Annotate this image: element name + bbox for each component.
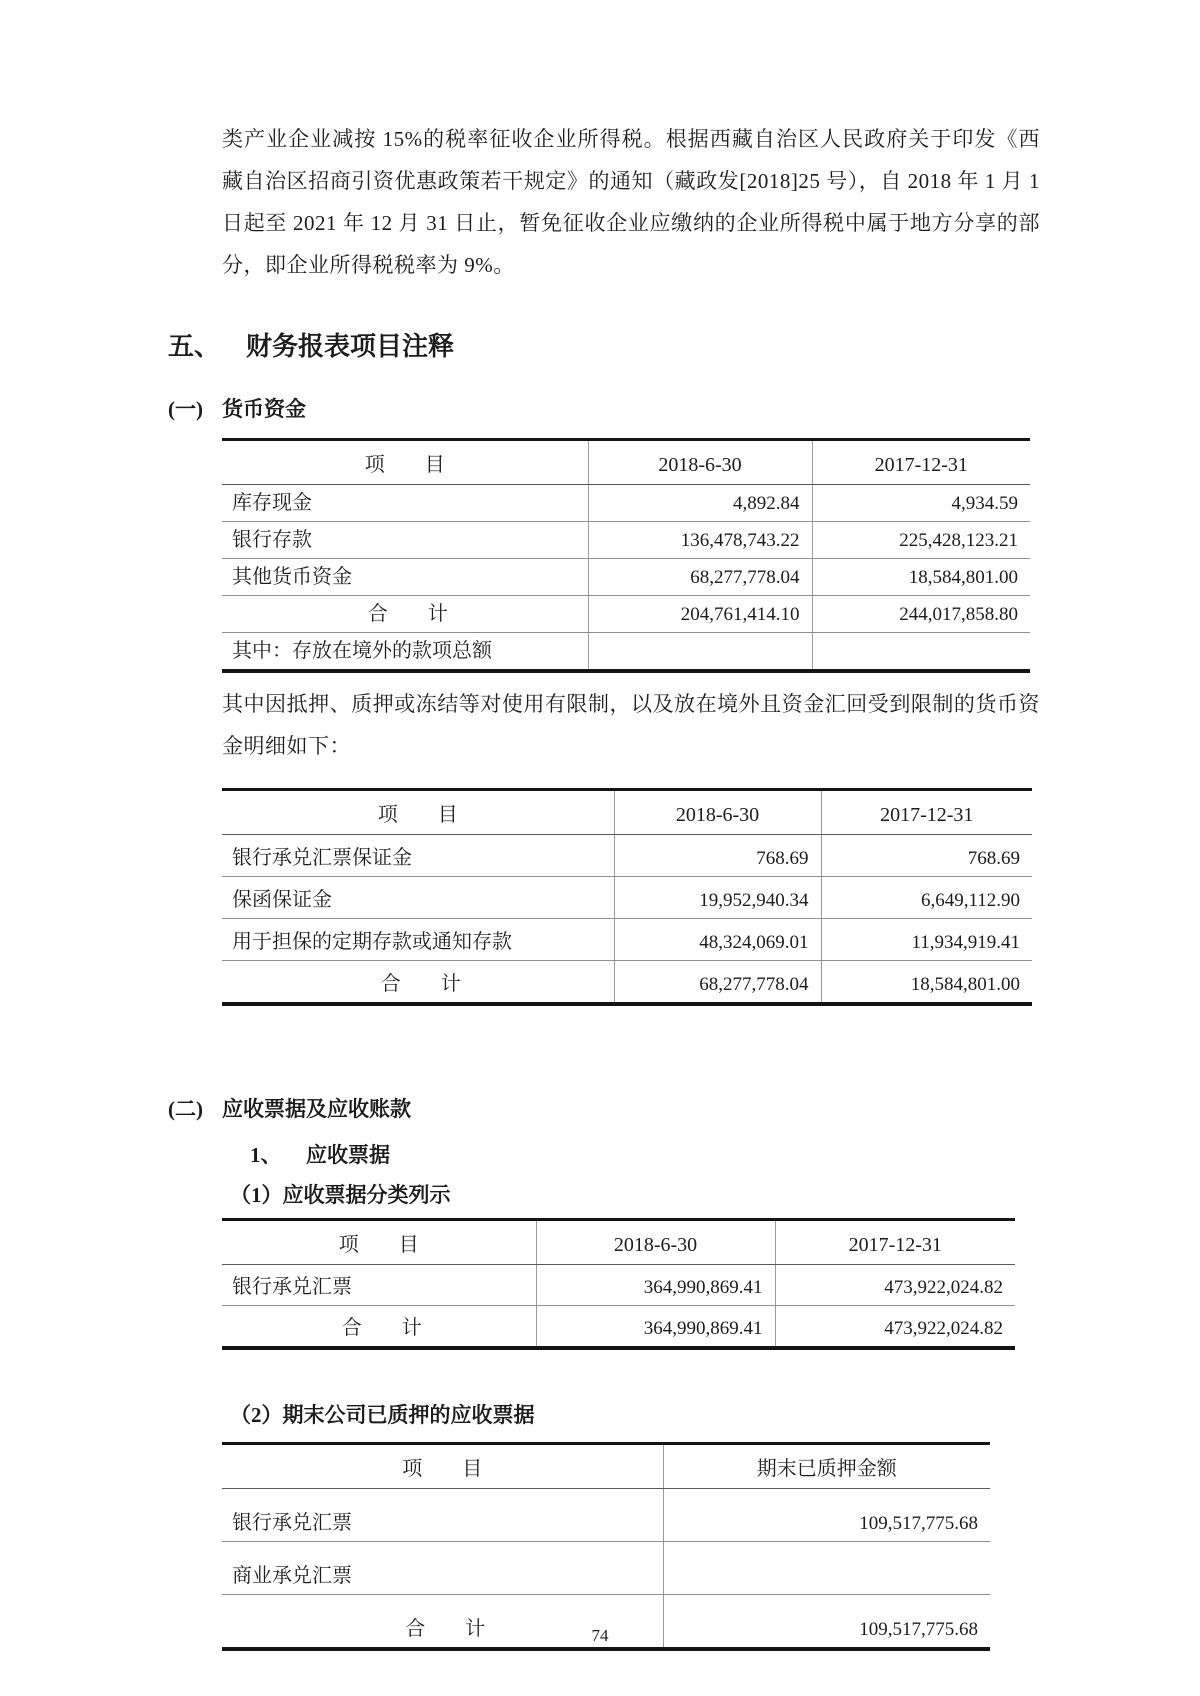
row-label: 银行承兑汇票保证金	[222, 835, 614, 877]
table-header-row	[222, 1220, 1015, 1265]
value-2017: 225,428,123.21	[812, 522, 1030, 559]
col-header-2018: 2018-6-30	[536, 1220, 775, 1265]
col-header-item: 项 目	[222, 440, 588, 485]
subsection-index: (二)	[168, 1097, 203, 1121]
cash-table-wrap	[0, 438, 1200, 673]
table-total-row	[222, 596, 1030, 633]
value-2018: 204,761,414.10	[588, 596, 812, 633]
page-number: 74	[591, 1626, 609, 1645]
table-row	[222, 522, 1030, 559]
value-2018: 136,478,743.22	[588, 522, 812, 559]
value-2018: 48,324,069.01	[614, 919, 821, 961]
cash-table	[222, 438, 1030, 673]
col-header-2018: 2018-6-30	[614, 790, 821, 835]
item-heading-1	[250, 1140, 1200, 1170]
row-label: 银行承兑汇票	[222, 1265, 536, 1306]
row-label: 银行存款	[222, 522, 588, 559]
row-label: 合 计	[222, 596, 588, 633]
table-row	[222, 1542, 990, 1595]
col-header-2018: 2018-6-30	[588, 440, 812, 485]
row-label: 其他货币资金	[222, 559, 588, 596]
row-label: 商业承兑汇票	[222, 1542, 663, 1595]
row-label: 合 计	[405, 1618, 486, 1640]
col-header-item: 项 目	[222, 1444, 663, 1489]
subitem-heading-2: （2）期末公司已质押的应收票据	[230, 1403, 535, 1427]
row-label: 库存现金	[222, 485, 588, 522]
row-label: 合 计	[380, 973, 461, 995]
table-row	[222, 919, 1032, 961]
pledged-amount: 109,517,775.68	[663, 1489, 990, 1542]
value-2017: 6,649,112.90	[821, 877, 1032, 919]
row-label: 保函保证金	[222, 877, 614, 919]
table-header-row	[222, 440, 1030, 485]
section-heading-5	[168, 330, 1200, 364]
notes-classification-table	[222, 1218, 1015, 1350]
pledged-amount	[663, 1542, 990, 1595]
row-label: 用于担保的定期存款或通知存款	[222, 919, 614, 961]
col-header-2017: 2017-12-31	[775, 1220, 1015, 1265]
subsection-heading-1	[168, 394, 1200, 426]
table-header-row	[222, 790, 1032, 835]
subsection-index: (一)	[168, 397, 203, 421]
value-2017: 11,934,919.41	[821, 919, 1032, 961]
col-header-2017: 2017-12-31	[812, 440, 1030, 485]
value-2017: 18,584,801.00	[812, 559, 1030, 596]
value-2018: 68,277,778.04	[588, 559, 812, 596]
subsection-title: 应收票据及应收账款	[222, 1097, 411, 1121]
value-2017: 244,017,858.80	[812, 596, 1030, 633]
value-2018: 364,990,869.41	[536, 1306, 775, 1349]
col-header-2017: 2017-12-31	[821, 790, 1032, 835]
table-total-row	[222, 961, 1032, 1005]
subsection-title: 货币资金	[222, 397, 306, 421]
table-row	[222, 1265, 1015, 1306]
table-row	[222, 559, 1030, 596]
value-2018: 19,952,940.34	[614, 877, 821, 919]
subitem-heading-1: （1）应收票据分类列示	[230, 1183, 451, 1207]
table-row	[222, 1489, 990, 1542]
value-2017: 473,922,024.82	[775, 1306, 1015, 1349]
item-index: 1、	[250, 1143, 282, 1167]
section-index: 五、	[168, 332, 221, 361]
pledged-notes-table	[222, 1442, 990, 1651]
value-2018: 364,990,869.41	[536, 1265, 775, 1306]
value-2017: 18,584,801.00	[821, 961, 1032, 1005]
value-2018	[588, 633, 812, 672]
table-total-row	[222, 1306, 1015, 1349]
table-header-row	[222, 1444, 990, 1489]
row-label: 合 计	[341, 1317, 422, 1339]
restricted-funds-table	[222, 788, 1032, 1006]
col-header-item: 项 目	[222, 1220, 536, 1265]
item-title: 应收票据	[306, 1143, 390, 1167]
value-2017	[812, 633, 1030, 672]
col-header-pledged-amount: 期末已质押金额	[663, 1444, 990, 1489]
row-label: 其中：存放在境外的款项总额	[232, 640, 492, 662]
table-row	[222, 485, 1030, 522]
restricted-funds-note: 其中因抵押、质押或冻结等对使用有限制，以及放在境外且资金汇回受到限制的货币资金明细如下：	[222, 692, 1040, 758]
value-2018: 768.69	[614, 835, 821, 877]
subsection-heading-2	[168, 1094, 1200, 1124]
row-label: 银行承兑汇票	[222, 1489, 663, 1542]
col-header-item: 项 目	[222, 790, 614, 835]
value-2017: 473,922,024.82	[775, 1265, 1015, 1306]
value-2018: 68,277,778.04	[614, 961, 821, 1005]
table-row	[222, 835, 1032, 877]
intro-paragraph: 类产业企业减按 15%的税率征收企业所得税。根据西藏自治区人民政府关于印发《西藏自治区招商引资优惠政策若干规定》的通知（藏政发[2018]25 号），自 2018 年 1 月 1 日起至 2021 年 12 月 31 日止，暂免征收企业应缴纳的企业所得税中属于地方分享的部分，即企业所得税税率为 9%。	[222, 127, 1040, 277]
value-2018: 4,892.84	[588, 485, 812, 522]
section-title: 财务报表项目注释	[246, 332, 455, 361]
value-2017: 768.69	[821, 835, 1032, 877]
value-2017: 4,934.59	[812, 485, 1030, 522]
pledged-amount: 109,517,775.68	[663, 1595, 990, 1650]
table-row	[222, 877, 1032, 919]
table-row	[222, 633, 1030, 672]
